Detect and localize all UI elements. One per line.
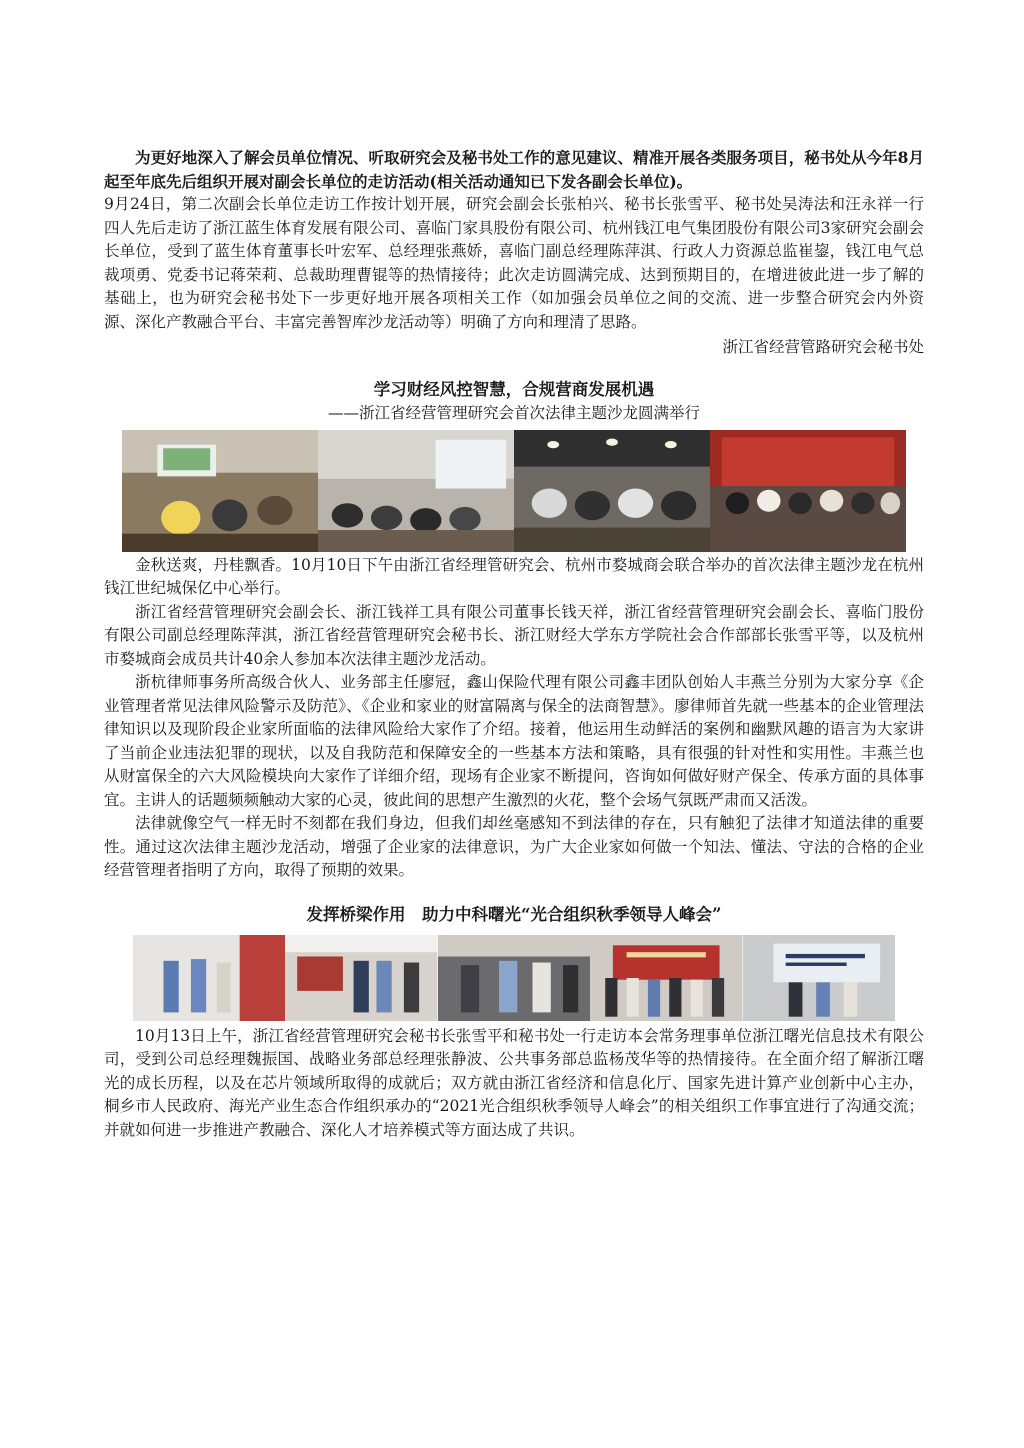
summit-title: 发挥桥梁作用 助力中科曙光“光合组织秋季领导人峰会” xyxy=(306,904,722,924)
law-salon-para-4: 法律就像空气一样无时不刻都在我们身边，但我们却丝毫感知不到法律的存在，只有触犯了法律才知道法律的重要性。通过这次法律主题沙龙活动，增强了企业家的法律意识，为广大企业家如何做一个知法、懂法、守法的合格的企业经营管理者指明了方向，取得了预期的效果。 xyxy=(104,814,924,879)
summit-photo-strip xyxy=(133,935,895,1021)
photo-summit-wall xyxy=(743,935,895,1021)
law-salon-title: 学习财经风控智慧，合规营商发展机遇 xyxy=(373,379,655,399)
photo-salon-room xyxy=(318,430,514,552)
law-salon-subtitle: ——浙江省经营管理研究会首次法律主题沙龙圆满举行 xyxy=(327,403,700,422)
photo-salon-audience xyxy=(514,430,710,552)
visit-signature: 浙江省经营管路研究会秘书处 xyxy=(722,338,924,356)
photo-summit-hall xyxy=(285,935,437,1021)
photo-salon-projector xyxy=(122,430,318,552)
visit-body: 9月24日，第二次副会长单位走访工作按计划开展，研究会副会长张柏兴、秘书长张雪平、秘书处吴涛法和汪永祥一行四人先后走访了浙江蓝生体育发展有限公司、喜临门家具股份有限公司、杭州钱江电气集团股份有限公司3家研究会副会长单位，受到了蓝生体育董事长叶宏军、总经理张燕娇，喜临门副总经理陈萍淇、行政人力资源总监崔鋆，钱江电气总裁项勇、党委书记蒋荣莉、总裁助理曹锟等的热情接待；此次走访圆满完成、达到预期目的，在增进彼此进一步了解的基础上，也为研究会秘书处下一步更好地开展各项相关工作（如加强会员单位之间的交流、进一步整合研究会内外资源、深化产教融合平台、丰富完善智库沙龙活动等）明确了方向和理清了思路。 xyxy=(104,195,924,331)
law-salon-para-1: 金秋送爽，丹桂飘香。10月10日下午由浙江省经理管研究会、杭州市婺城商会联合举办的首次法律主题沙龙在杭州钱江世纪城保亿中心举行。 xyxy=(104,555,924,597)
page-content xyxy=(104,146,924,1142)
photo-summit-visit xyxy=(438,935,590,1021)
law-salon-para-3: 浙杭律师事务所高级合伙人、业务部主任廖冠，鑫山保险代理有限公司鑫丰团队创始人丰燕兰分别为大家分享《企业管理者常见法律风险警示及防范》、《企业和家业的财富隔离与保全的法商智慧》。廖律师首先就一些基本的企业管理法律知识以及现阶段企业家所面临的法律风险给大家作了介绍。接着，他运用生动鲜活的案例和幽默风趣的语言为大家讲了当前企业违法犯罪的现状，以及自我防范和保障安全的一些基本方法和策略，具有很强的针对性和实用性。丰燕兰也从财富保全的六大风险模块向大家作了详细介绍，现场有企业家不断提问，咨询如何做好财产保全、传承方面的具体事宜。主讲人的话题频频触动大家的心灵，彼此间的思想产生激烈的火花，整个会场气氛既严肃而又活泼。 xyxy=(104,673,924,809)
law-salon-para-2: 浙江省经营管理研究会副会长、浙江钱祥工具有限公司董事长钱天祥，浙江省经营管理研究会副会长、喜临门股份有限公司副总经理陈萍淇，浙江省经营管理研究会秘书长、浙江财经大学东方学院社会合作部部长张雪平等，以及杭州市婺城商会成员共计40余人参加本次法律主题沙龙活动。 xyxy=(104,602,924,668)
visit-intro: 为更好地深入了解会员单位情况、听取研究会及秘书处工作的意见建议、精准开展各类服务项目，秘书处从今年8月起至年底先后组织开展对副会长单位的走访活动(相关活动通知已下发各副会长单位)。 xyxy=(104,148,924,191)
photo-salon-group xyxy=(710,430,906,552)
photo-summit-corridor xyxy=(133,935,285,1021)
summit-paragraph: 10月13日上午，浙江省经营管理研究会秘书长张雪平和秘书处一行走访本会常务理事单位浙江曙光信息技术有限公司，受到公司总经理魏振国、战略业务部总经理张静波、公共事务部总监杨茂华等的热情接待。在全面介绍了解浙江曙光的成长历程，以及在芯片领域所取得的成就后；双方就由浙江省经济和信息化厅、国家先进计算产业创新中心主办，桐乡市人民政府、海光产业生态合作组织承办的“2021光合组织秋季领导人峰会”的相关组织工作事宜进行了沟通交流；并就如何进一步推进产教融合、深化人才培养模式等方面达成了共识。 xyxy=(104,1026,924,1139)
photo-summit-group xyxy=(590,935,742,1021)
law-salon-photo-strip xyxy=(122,430,906,552)
